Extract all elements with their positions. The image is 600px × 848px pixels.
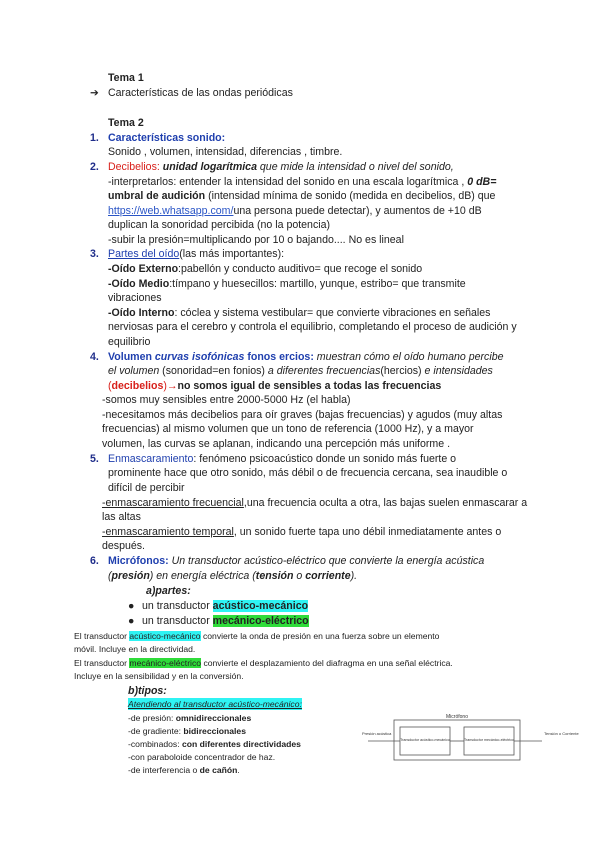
whatsapp-link[interactable]: https://web.whatsapp.com/	[108, 205, 234, 217]
list-item: ● un transductor mecánico-eléctrico	[128, 615, 309, 627]
microphone-diagram	[360, 713, 579, 765]
section2-line: umbral de audición (intensidad mínima de sonido (medida en decibelios, dB) que	[108, 190, 496, 202]
tema1-item: ➔ Características de las ondas periódicas	[90, 87, 293, 99]
tema1-title: Tema 1	[108, 72, 144, 84]
section3-line: equilibrio	[108, 336, 151, 348]
section4-line: volumen, las curvas se aplanan, indicando una percepción más uniforme .	[102, 438, 451, 450]
section6-line: (presión) en energía eléctrica (tensión o corriente).	[108, 570, 358, 582]
section4-line: frecuencias) al mismo volumen que un tono de referencia (1000 Hz), y a mayor	[102, 423, 474, 435]
paragraph-line: El transductor acústico-mecánico convierte la onda de presión en una fuerza sobre un elemento	[74, 631, 440, 641]
section2-line: -subir la presión=multiplicando por 10 o bajando.... No es lineal	[108, 234, 404, 246]
section4-line: -necesitamos más decibelios para oír graves (bajas frecuencias) y agudos (muy altas	[102, 409, 503, 421]
diagram-box2-label: Transductor mecánico-eléctrico	[464, 738, 514, 742]
paragraph-line: El transductor mecánico-eléctrico convierte el desplazamiento del diafragma en una señal eléctrica.	[74, 658, 453, 668]
list-item: -de presión: omnidireccionales	[128, 713, 252, 723]
section5-line: después.	[102, 540, 145, 552]
arrow-icon: ➔	[90, 87, 99, 99]
section4-line: el volumen (sonoridad=en fonios) a diferentes frecuencias(hercios) e intensidades	[108, 365, 493, 377]
section4-line: -somos muy sensibles entre 2000-5000 Hz (el habla)	[102, 394, 351, 406]
section1-line: Sonido , volumen, intensidad, diferencias , timbre.	[108, 146, 343, 158]
diagram-output-label: Tensión o Corriente	[544, 731, 579, 736]
list-item: ● un transductor acústico-mecánico	[128, 600, 309, 612]
tema2-title: Tema 2	[108, 117, 144, 129]
diagram-input-label: Presión acústica	[362, 731, 392, 736]
section3-line: nerviosas para el cerebro y controla el equilibrio, completando el proceso de audición y	[108, 321, 517, 333]
list-item: -de gradiente: bidireccionales	[128, 726, 246, 736]
section3-heading: 3. Partes del oído(las más importantes):	[90, 248, 285, 260]
section6-heading: 6. Micrófonos: Un transductor acústico-eléctrico que convierte la energía acústica	[90, 555, 485, 567]
list-item: -de interferencia o de cañón.	[128, 765, 240, 775]
section2-line: -interpretarlos: entender la intensidad del sonido en una escala logarítmica , 0 dB=	[108, 176, 497, 188]
bullet-icon: ●	[128, 600, 135, 612]
bullet-icon: ●	[128, 615, 135, 627]
diagram-title: Micrófono	[446, 714, 468, 720]
section5-heading: 5. Enmascaramiento: fenómeno psicoacústico donde un sonido más fuerte o	[90, 453, 457, 465]
paragraph-line: móvil. Incluye en la directividad.	[74, 644, 196, 654]
partes-heading: a)partes:	[146, 585, 191, 597]
section1-heading: 1. Características sonido:	[90, 132, 226, 144]
section3-line: vibraciones	[108, 292, 162, 304]
list-item: -combinados: con diferentes directividades	[128, 739, 301, 749]
diagram-box1-label: Transductor acústico-mecánico	[400, 738, 450, 742]
section4-line: (decibelios)→no somos igual de sensibles a todas las frecuencias	[108, 380, 442, 392]
section5-line: difícil de percibir	[108, 482, 185, 494]
section5-line: -enmascaramiento frecuencial,una frecuencia oculta a otra, las bajas suelen enmascarar a	[102, 497, 528, 509]
section2-line: https://web.whatsapp.com/una persona puede detectar), y aumentos de +10 dB	[108, 205, 482, 217]
section3-line: -Oído Externo:pabellón y conducto auditivo= que recoge el sonido	[108, 263, 423, 275]
list-item: -con paraboloide concentrador de haz.	[128, 752, 276, 762]
paragraph-line: Incluye en la sensibilidad y en la conversión.	[74, 671, 244, 681]
section5-line: -enmascaramiento temporal, un sonido fuerte tapa uno débil inmediatamente antes o	[102, 526, 502, 538]
section3-line: -Oído Medio:tímpano y huesecillos: martillo, yunque, estribo= que transmite	[108, 278, 466, 290]
section2-line: duplican la sonoridad percibida (no la potencia)	[108, 219, 331, 231]
section3-line: -Oído Interno: cóclea y sistema vestibular= que convierte vibraciones en señales	[108, 307, 491, 319]
section2-heading: 2. Decibelios: unidad logarítmica que mide la intensidad o nivel del sonido,	[90, 161, 454, 173]
section4-heading: 4. Volumen curvas isofónicas fonos ercios: muestran cómo el oído humano percibe	[90, 351, 504, 363]
section5-line: prominente hace que otro sonido, más débil o de frecuencia cercana, sea inaudible o	[108, 467, 508, 479]
tipos-heading: b)tipos:	[128, 685, 167, 697]
tipos-subheading: Atendiendo al transductor acústico-mecánico:	[128, 699, 302, 709]
section5-line: las altas	[102, 511, 141, 523]
